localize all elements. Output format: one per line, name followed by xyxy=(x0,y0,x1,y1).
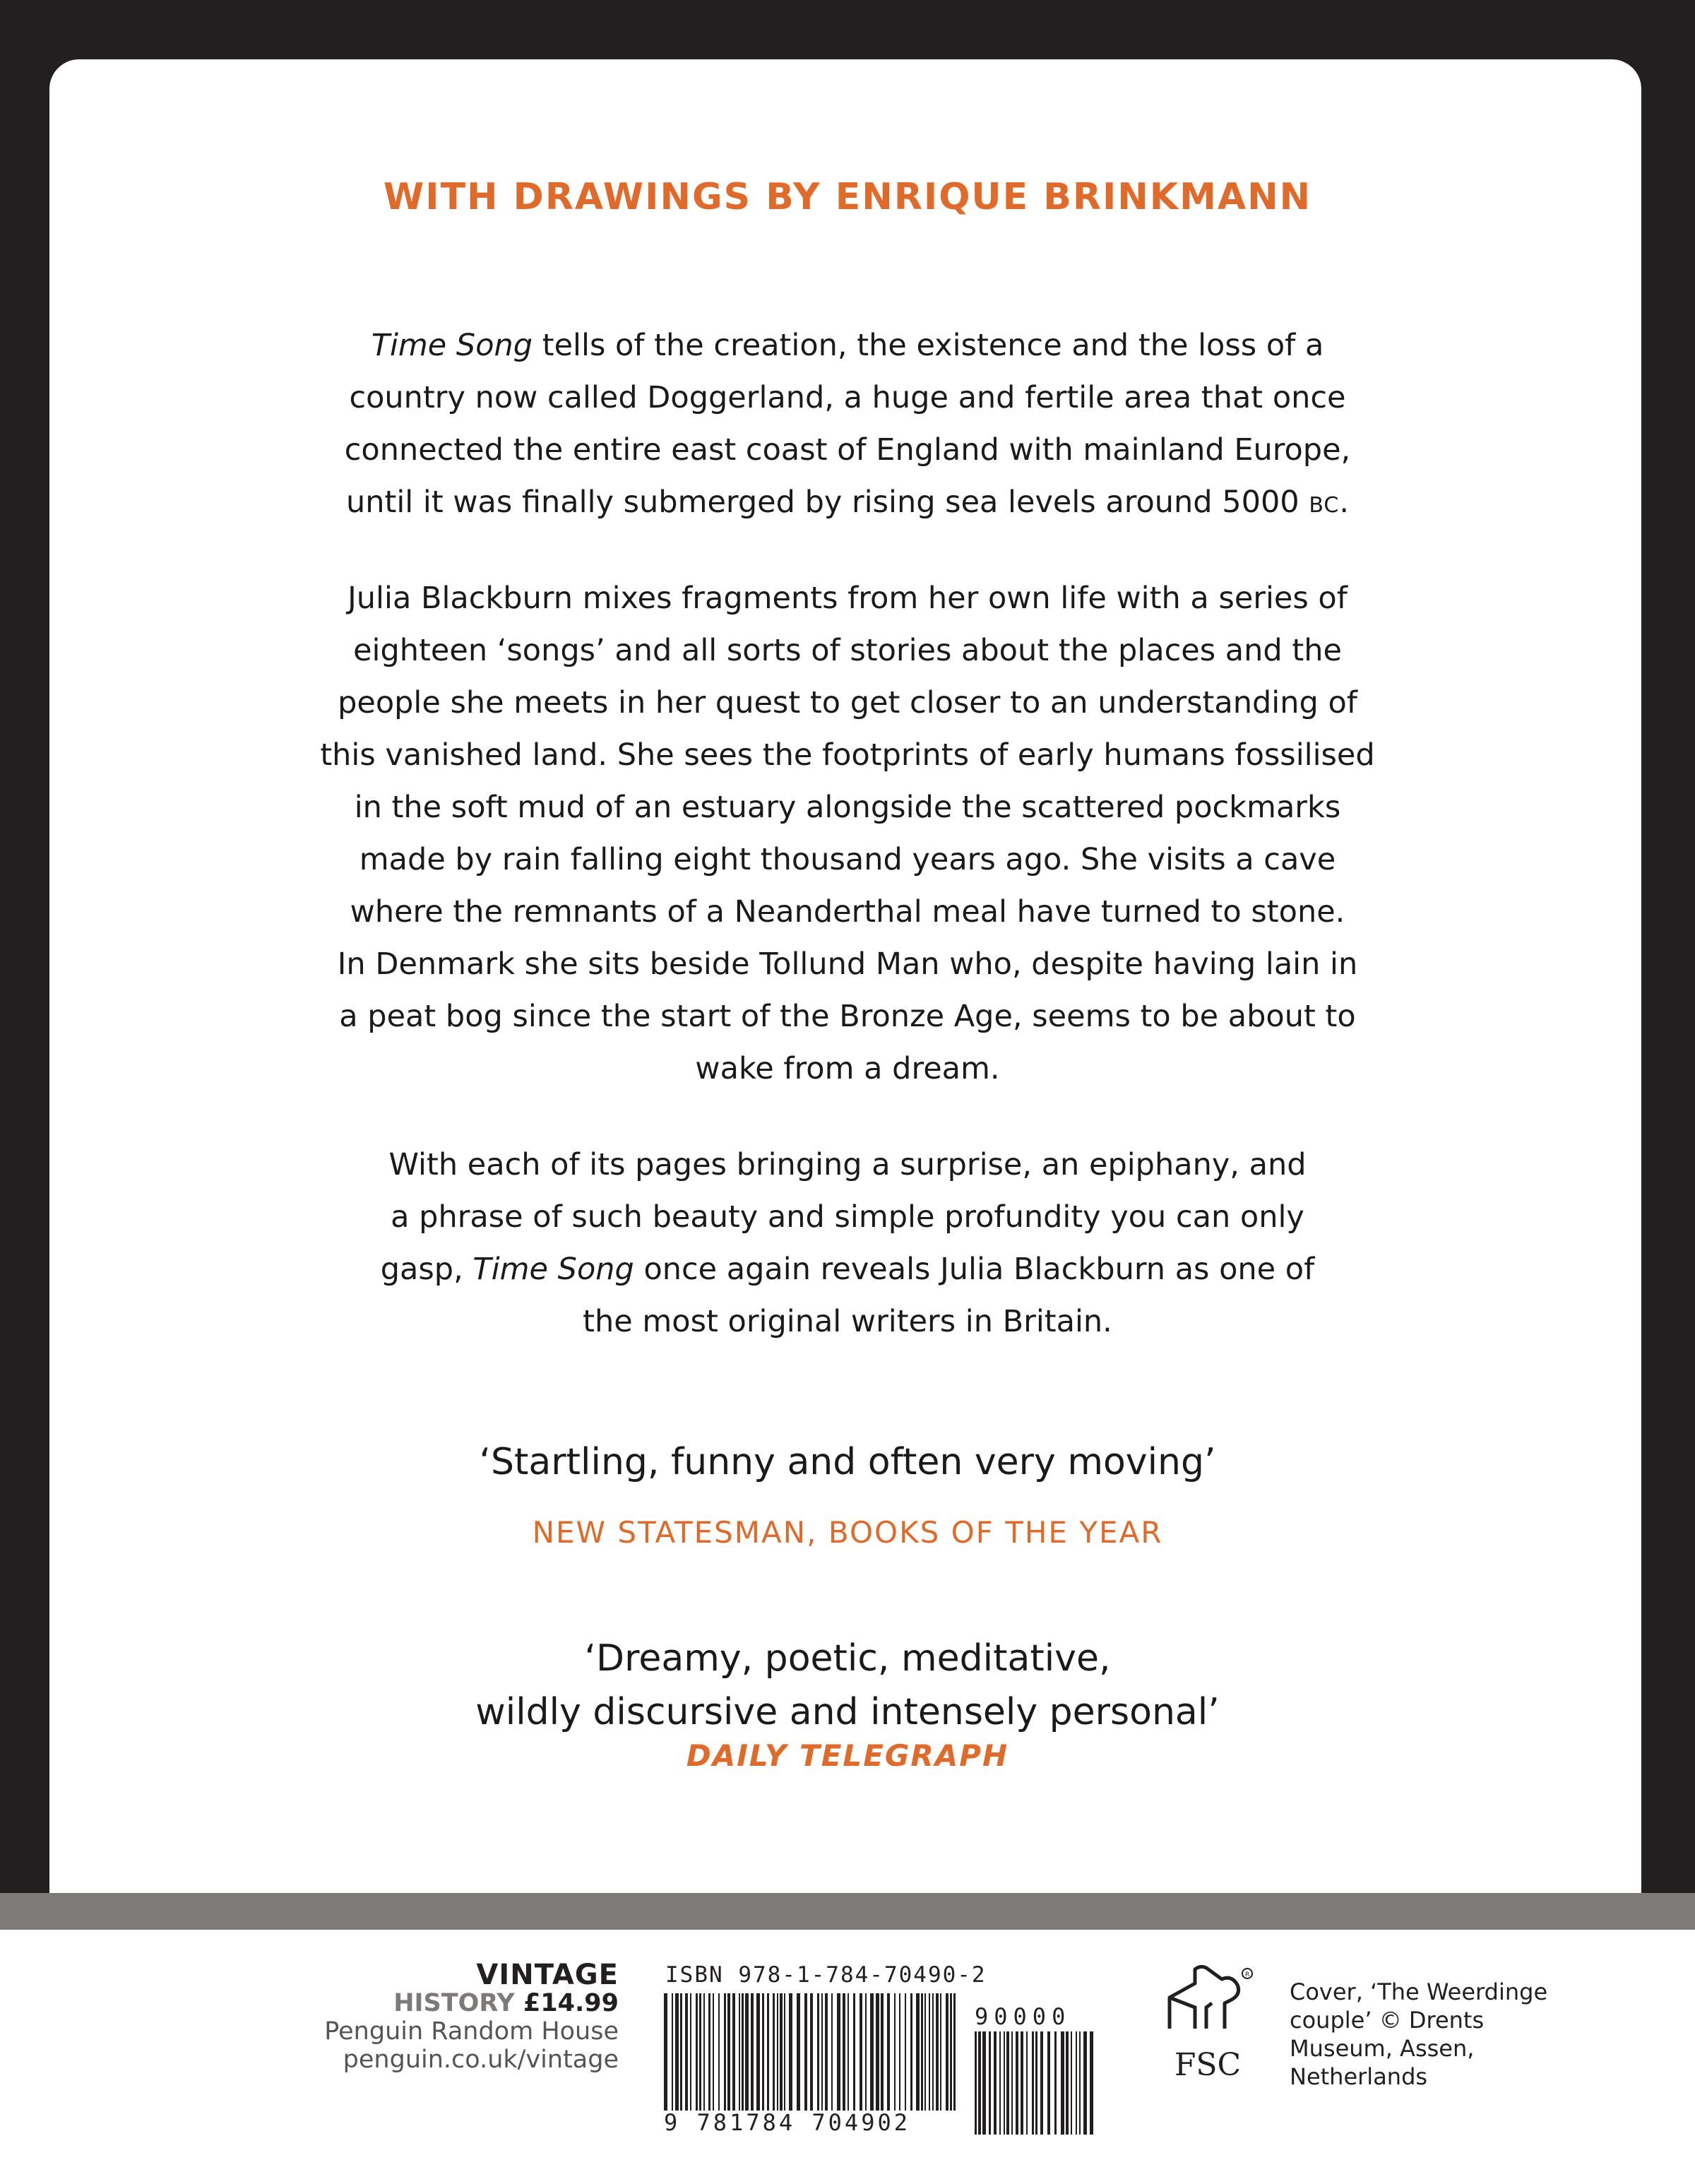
publisher-block xyxy=(324,1961,619,2074)
divider-band xyxy=(0,1893,1695,1930)
fsc-tree-logo-icon xyxy=(1154,1964,1267,2048)
isbn-label: ISBN 978-1-784-70490-2 xyxy=(665,1962,987,1988)
publisher-url: penguin.co.uk/vintage xyxy=(343,2046,619,2074)
barcode-icon xyxy=(662,1993,959,2111)
barcode-digits: 9 781784 704902 xyxy=(664,2109,910,2136)
svg-text:R: R xyxy=(1245,1971,1250,1978)
publisher-house: Penguin Random House xyxy=(324,2017,619,2046)
barcode-addon-icon xyxy=(973,2031,1093,2135)
review-source-1: NEW STATESMAN, BOOKS OF THE YEAR xyxy=(532,1515,1163,1550)
review-quote-2: ‘Dreamy, poetic, meditative, wildly discursive and intensely personal’ xyxy=(475,1637,1220,1733)
book-title: Time Song xyxy=(472,1252,634,1287)
cover-credit: Cover, ‘The Weerdinge couple’ © Drents Museum, Assen, Netherlands xyxy=(1290,1978,1548,2090)
review-quote-1: ‘Startling, funny and often very moving’ xyxy=(479,1441,1216,1483)
category-price: HISTORY £14.99 xyxy=(393,1989,619,2017)
barcode-addon-digits: 90000 xyxy=(975,2003,1071,2030)
imprint-name: VINTAGE xyxy=(476,1959,619,1991)
illustrator-credit: WITH DRAWINGS BY ENRIQUE BRINKMANN xyxy=(383,176,1312,218)
blurb-paragraph-3: With each of its pages bringing a surprise, an epiphany, and a phrase of such beauty and simple profundity you can only gasp, Time Song once again reveals Julia Blackburn as one of the most original writers in Britain. xyxy=(380,1147,1315,1339)
fsc-label: FSC xyxy=(1174,2047,1242,2083)
book-title: Time Song xyxy=(371,328,533,363)
review-source-2: DAILY TELEGRAPH xyxy=(686,1738,1009,1773)
blurb-paragraph-1: Time Song tells of the creation, the existence and the loss of a country now called Doggerland, a huge and fertile area that once connected the entire east coast of England with mainland Europe, until it was finally submerged by rising sea levels around 5000 BC. xyxy=(344,328,1351,520)
blurb-paragraph-2: Julia Blackburn mixes fragments from her own life with a series of eighteen ‘songs’ and all sorts of stories about the places and the people she meets in her quest to get closer to an understanding of this vanished land. She sees the footprints of early humans fossilised in the soft mud of an estuary alongside the scattered pockmarks made by rain falling eight thousand years ago. She visits a cave where the remnants of a Neanderthal meal have turned to stone. In Denmark she sits beside Tollund Man who, despite having lain in a peat bog since the start of the Bronze Age, seems to be about to wake from a dream. xyxy=(320,581,1375,1086)
